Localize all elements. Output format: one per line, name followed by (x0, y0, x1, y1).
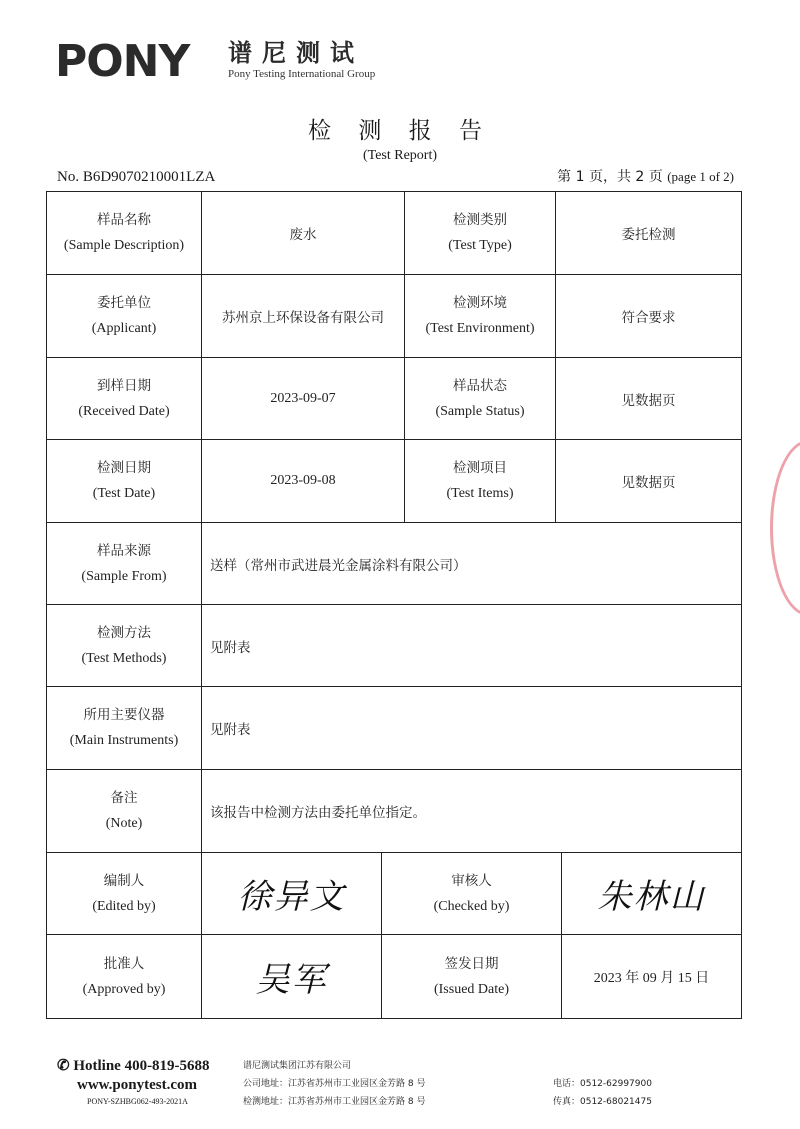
page-indicator (557, 168, 734, 186)
value-applicant: 苏州京上环保设备有限公司 (222, 310, 384, 326)
footer-hotline: ✆ Hotline 400-819-5688 (57, 1058, 210, 1074)
label-test-methods: 检测方法 (Test Methods) (81, 624, 167, 666)
label-test-items: 检测项目 (Test Items) (446, 460, 514, 501)
label-test-type: 检测类别 (Test Type) (448, 212, 512, 253)
value-test-items: 见数据页 (621, 475, 676, 491)
value-sample-status: 见数据页 (621, 392, 676, 409)
report-title-cn: 检 测 报 告 (308, 118, 492, 144)
logo-english-name: Pony Testing International Group (228, 68, 376, 80)
footer-company: 谱尼测试集团江苏有限公司 (243, 1061, 352, 1071)
value-test-type: 委托检测 (621, 227, 676, 243)
value-issued-date: 2023 年 09 月 15 日 (593, 970, 710, 986)
signature-edited-by: 徐异文 (237, 877, 346, 917)
label-sample-description: 样品名称 (Sample Description) (63, 212, 185, 253)
value-test-date: 2023-09-08 (270, 473, 336, 488)
signature-checked-by: 朱林山 (597, 877, 706, 917)
footer-form-code: PONY-SZHBG062-493-2021A (87, 1097, 188, 1106)
label-issued-date: 签发日期 (Issued Date) (433, 955, 510, 997)
value-sample-description: 废水 (289, 227, 317, 243)
label-sample-status: 样品状态 (Sample Status) (435, 377, 525, 419)
value-sample-from: 送样（常州市武进晨光金属涂料有限公司） (210, 557, 467, 574)
signature-approved-by: 吴军 (255, 960, 328, 1000)
label-edited-by: 编制人 (Edited by) (92, 872, 156, 914)
footer-phone: 电话：0512-62997900 (553, 1079, 652, 1089)
footer-test-address: 检测地址：江苏省苏州市工业园区金芳路 8 号 (243, 1097, 426, 1107)
label-note: 备注 (Note) (105, 790, 143, 831)
value-received-date: 2023-09-07 (270, 390, 336, 406)
seal-stamp-icon (770, 440, 800, 616)
label-sample-from: 样品来源 (Sample From) (81, 542, 167, 584)
page-indicator-en: (page 1 of 2) (667, 169, 734, 184)
footer-fax: 传真：0512-68021475 (553, 1097, 652, 1107)
value-test-environment: 符合要求 (621, 310, 676, 326)
report-number: No. B6D9070210001LZA (57, 169, 216, 185)
label-checked-by: 审核人 (Checked by) (433, 872, 510, 914)
page-indicator-cn: 第 1 页，共 2 页 (557, 169, 663, 185)
value-main-instruments: 见附表 (210, 722, 251, 738)
label-applicant: 委托单位 (Applicant) (91, 295, 157, 336)
footer-website: www.ponytest.com (77, 1077, 197, 1093)
label-approved-by: 批准人 (Approved by) (82, 955, 166, 997)
report-info-table (46, 191, 742, 1019)
logo-chinese-name: 谱尼测试 (228, 39, 364, 67)
label-main-instruments: 所用主要仪器 (Main Instruments) (69, 707, 179, 748)
label-test-date: 检测日期 (Test Date) (92, 460, 156, 501)
value-test-methods: 见附表 (210, 639, 251, 656)
report-title-en: (Test Report) (362, 148, 438, 163)
pony-logo-wordmark: PONY (55, 36, 190, 87)
label-test-environment: 检测环境 (Test Environment) (425, 295, 535, 336)
footer-company-address: 公司地址：江苏省苏州市工业园区金芳路 8 号 (243, 1079, 426, 1089)
label-received-date: 到样日期 (Received Date) (78, 377, 170, 419)
value-note: 该报告中检测方法由委托单位指定。 (210, 805, 426, 821)
